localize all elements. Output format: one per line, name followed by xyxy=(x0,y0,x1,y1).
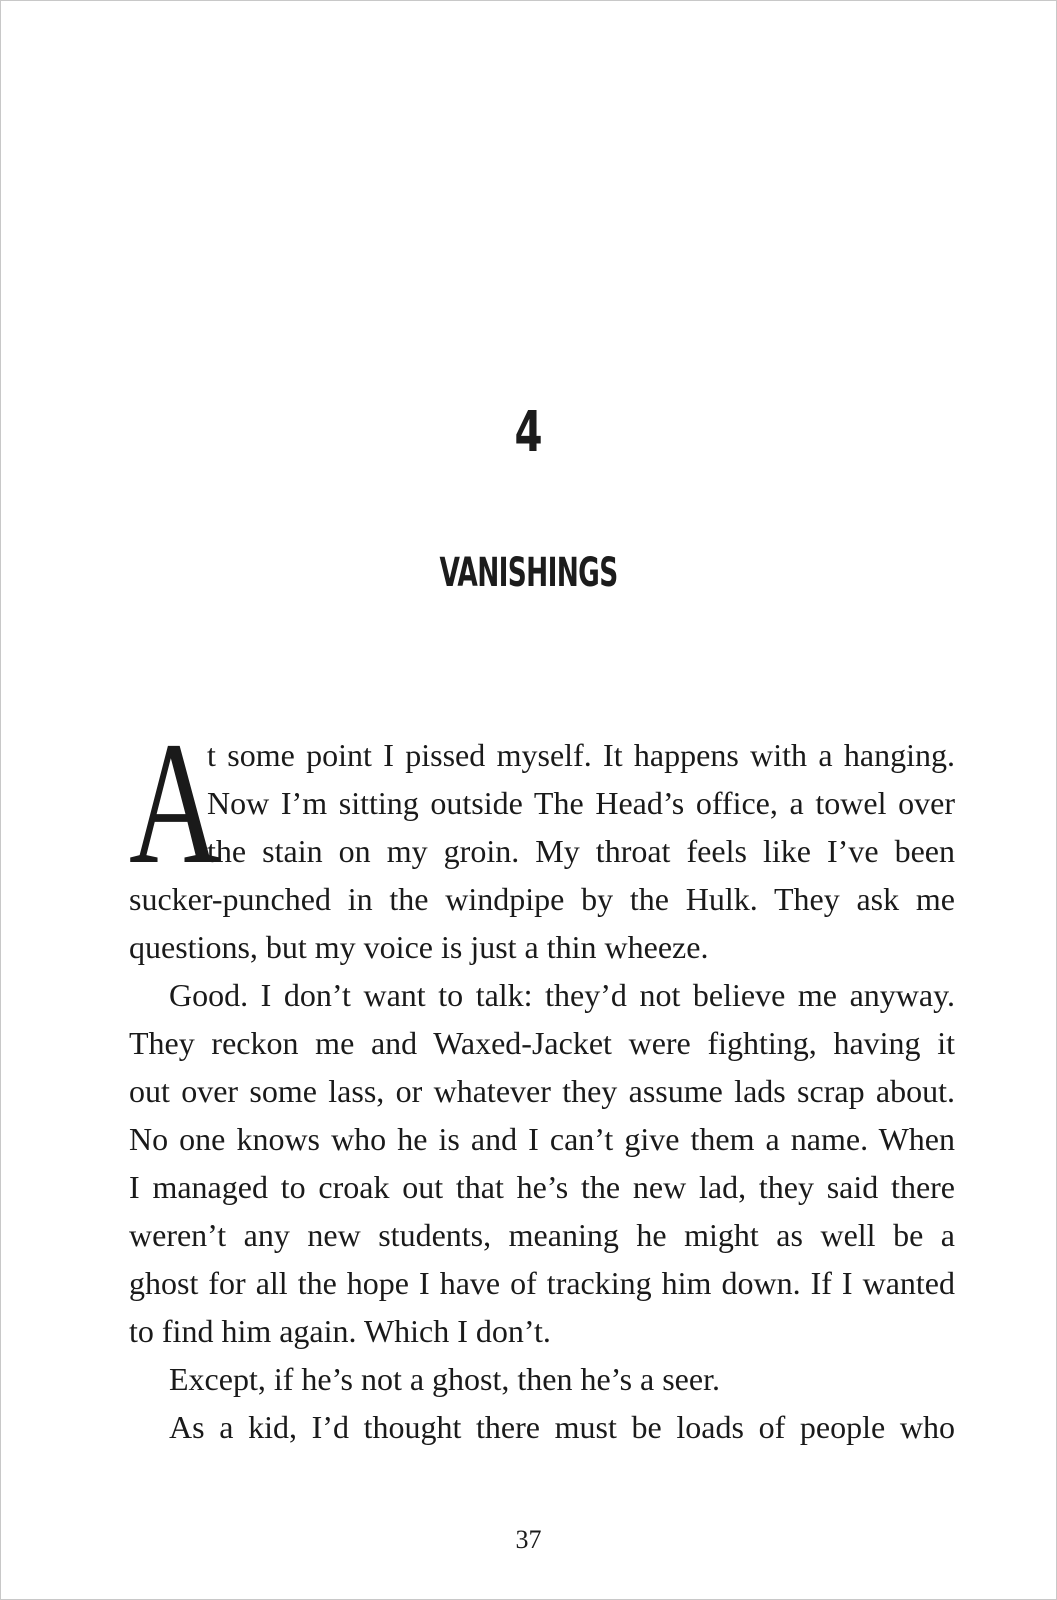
text-line: I managed to croak out that he’s the new lad, they said there xyxy=(129,1169,955,1205)
text-line: Good. I don’t want to talk: they’d not believe me anyway. xyxy=(169,977,955,1013)
text-line: to find him again. Which I don’t. xyxy=(129,1313,551,1349)
drop-cap: A xyxy=(129,706,221,901)
paragraph xyxy=(129,971,955,1355)
text-line: They reckon me and Waxed-Jacket were fighting, having it xyxy=(129,1025,955,1061)
text-line: sucker-punched in the windpipe by the Hulk. They ask me xyxy=(129,881,955,917)
body-text xyxy=(129,706,955,1451)
page-number: 37 xyxy=(515,1525,542,1554)
chapter-number: 4 xyxy=(514,400,543,465)
paragraph xyxy=(129,706,955,971)
chapter-title: VANISHINGS xyxy=(439,550,618,596)
paragraph xyxy=(129,1403,955,1451)
text-line: Except, if he’s not a ghost, then he’s a seer. xyxy=(169,1361,720,1397)
text-line: out over some lass, or whatever they assume lads scrap about. xyxy=(129,1073,955,1109)
paragraph xyxy=(129,1355,955,1403)
text-line: As a kid, I’d thought there must be loads of people who xyxy=(169,1409,955,1445)
text-line: weren’t any new students, meaning he might as well be a xyxy=(129,1217,955,1253)
text-line: questions, but my voice is just a thin wheeze. xyxy=(129,929,709,965)
text-line: Now I’m sitting outside The Head’s office, a towel over xyxy=(207,785,955,821)
text-line: the stain on my groin. My throat feels like I’ve been xyxy=(207,833,955,869)
text-line: ghost for all the hope I have of tracking him down. If I wanted xyxy=(129,1265,955,1301)
text-line: No one knows who he is and I can’t give them a name. When xyxy=(129,1121,955,1157)
text-line: t some point I pissed myself. It happens with a hanging. xyxy=(207,737,955,773)
